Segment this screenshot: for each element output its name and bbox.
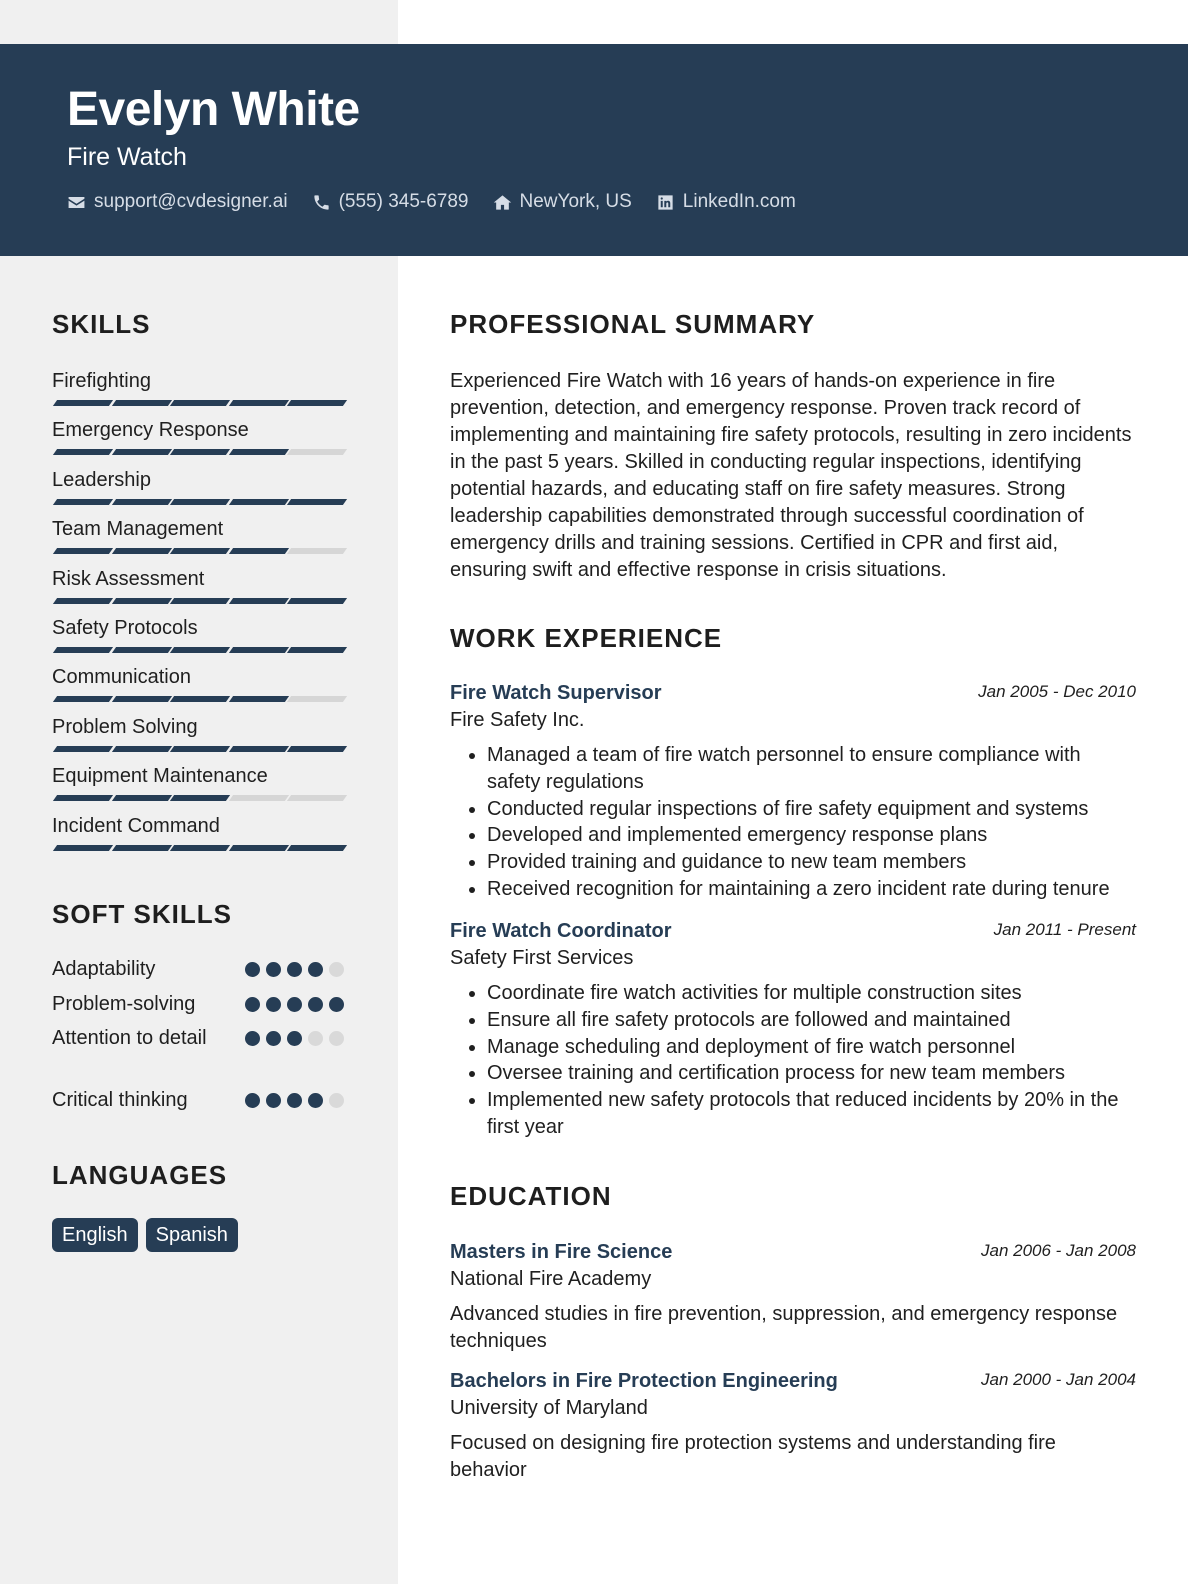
skill-level-segment: [287, 499, 347, 505]
skill-level-segment: [170, 499, 230, 505]
skill-level-segment: [111, 548, 171, 554]
languages-heading: LANGUAGES: [52, 1160, 228, 1190]
skill-level-bar: [52, 598, 344, 605]
skill-level-segment: [53, 647, 113, 653]
skill-level-segment: [170, 845, 230, 851]
skill-name: Incident Command: [52, 814, 220, 837]
skill-name: Communication: [52, 666, 191, 689]
skill-item: [52, 516, 352, 565]
job-bullet: • Conducted regular inspections of fire safety equipment and systems: [487, 796, 1136, 823]
email-text: support@cvdesigner.ai: [94, 191, 288, 212]
rating-dot: [245, 1093, 260, 1108]
skill-item: [52, 417, 352, 466]
rating-dot: [266, 1093, 281, 1108]
skill-name: Emergency Response: [52, 419, 249, 442]
job-company: Safety First Services: [450, 947, 634, 969]
education-description: Advanced studies in fire prevention, suppression, and emergency response techniques: [450, 1303, 1118, 1352]
summary-text: Experienced Fire Watch with 16 years of hands-on experience in fire prevention, detection, and emergency response. Proven track record of implementing and maintaining fire safety protocols, resulting in zero incidents in the past 5 years. Skilled in conducting regular inspections, identifying potential hazards, and educating staff on fire safety measures. Strong leadership capabilities demonstrated through successful coordination of emergency drills and training sessions. Certified in CPR and first aid, ensuring swift and effective response in crisis situations.: [450, 370, 1132, 581]
skill-item: [52, 566, 352, 615]
rating-dot: [266, 1031, 281, 1046]
skill-item: [52, 664, 352, 713]
education-entry: [450, 1239, 1136, 1355]
skill-level-segment: [111, 647, 171, 653]
skill-level-segment: [228, 795, 288, 801]
skill-name: Leadership: [52, 468, 151, 491]
phone-text: (555) 345-6789: [338, 191, 469, 212]
skill-level-segment: [111, 449, 171, 455]
job-bullets: [450, 980, 1136, 1141]
skill-level-segment: [170, 746, 230, 752]
job-role: Fire Watch Coordinator: [450, 920, 672, 942]
soft-skill-rating: [245, 962, 350, 977]
job-dates: Jan 2011 - Present: [993, 920, 1136, 939]
skill-level-segment: [170, 598, 230, 604]
skill-level-segment: [53, 548, 113, 554]
skill-level-segment: [170, 696, 230, 702]
rating-dot: [308, 962, 323, 977]
education-heading: EDUCATION: [450, 1181, 612, 1211]
skill-item: [52, 763, 352, 812]
rating-dot: [245, 1031, 260, 1046]
job-bullet: • Managed a team of fire watch personnel to ensure compliance with safety regulations: [487, 742, 1136, 796]
skill-level-segment: [287, 598, 347, 604]
contact-bar: [67, 191, 820, 213]
skill-level-segment: [287, 449, 347, 455]
skill-level-bar: [52, 647, 344, 654]
job-bullet: • Manage scheduling and deployment of fire watch personnel: [487, 1034, 1136, 1061]
education-dates: Jan 2006 - Jan 2008: [980, 1241, 1136, 1260]
skill-level-segment: [228, 696, 288, 702]
job-bullet: • Developed and implemented emergency response plans: [487, 822, 1136, 849]
skill-level-segment: [228, 845, 288, 851]
skill-level-segment: [53, 696, 113, 702]
skill-level-segment: [170, 449, 230, 455]
skill-level-segment: [287, 845, 347, 851]
rating-dot: [245, 962, 260, 977]
rating-dot: [287, 997, 302, 1012]
skill-level-segment: [228, 598, 288, 604]
skill-level-segment: [111, 499, 171, 505]
rating-dot: [266, 962, 281, 977]
skill-name: Equipment Maintenance: [52, 765, 268, 788]
soft-skill-name: Adaptability: [52, 958, 156, 980]
job-title: Fire Watch: [67, 143, 187, 171]
rating-dot: [329, 1031, 344, 1046]
experience-heading: WORK EXPERIENCE: [450, 623, 723, 653]
job-bullet: • Oversee training and certification process for new team members: [487, 1060, 1136, 1087]
skill-level-segment: [287, 696, 347, 702]
skill-level-bar: [52, 746, 344, 753]
rating-dot: [287, 1031, 302, 1046]
degree: Bachelors in Fire Protection Engineering: [450, 1370, 838, 1392]
soft-skills-heading: SOFT SKILLS: [52, 899, 232, 929]
phone-icon: [312, 193, 331, 212]
job-bullet: • Implemented new safety protocols that reduced incidents by 20% in the first year: [487, 1087, 1136, 1141]
school: University of Maryland: [450, 1397, 648, 1419]
skill-level-segment: [111, 696, 171, 702]
skill-level-segment: [53, 746, 113, 752]
soft-skill-name: Problem-solving: [52, 993, 196, 1015]
skill-level-segment: [228, 548, 288, 554]
job-company: Fire Safety Inc.: [450, 709, 585, 731]
skill-name: Firefighting: [52, 370, 151, 392]
soft-skill-rating: [245, 1031, 350, 1046]
linkedin-icon: [656, 193, 675, 212]
skill-item: [52, 615, 352, 664]
skill-level-segment: [111, 845, 171, 851]
skill-level-bar: [52, 845, 344, 852]
rating-dot: [245, 997, 260, 1012]
summary-heading: PROFESSIONAL SUMMARY: [450, 309, 816, 339]
job-role: Fire Watch Supervisor: [450, 682, 662, 704]
education-description: Focused on designing fire protection systems and understanding fire behavior: [450, 1432, 1056, 1481]
education-entry: [450, 1368, 1136, 1484]
skill-level-segment: [53, 845, 113, 851]
soft-skill-rating: [245, 1093, 350, 1108]
skill-level-bar: [52, 499, 344, 506]
job-entry: [450, 918, 1136, 1141]
contact-phone[interactable]: [312, 191, 469, 213]
contact-email[interactable]: [67, 191, 288, 213]
skill-level-segment: [228, 499, 288, 505]
skill-item: [52, 467, 352, 516]
skill-level-bar: [52, 696, 344, 703]
skill-level-segment: [228, 400, 288, 406]
job-bullets: [450, 742, 1136, 903]
rating-dot: [308, 1031, 323, 1046]
soft-skill-name: Critical thinking: [52, 1089, 188, 1111]
school: National Fire Academy: [450, 1268, 652, 1290]
skill-name: Team Management: [52, 518, 224, 541]
rating-dot: [287, 1093, 302, 1108]
skill-level-segment: [170, 795, 230, 801]
skill-level-segment: [287, 548, 347, 554]
degree: Masters in Fire Science: [450, 1241, 673, 1263]
skill-level-segment: [228, 746, 288, 752]
envelope-icon: [67, 193, 86, 212]
location-text: NewYork, US: [519, 191, 632, 212]
skill-item: [52, 368, 352, 417]
job-dates: Jan 2005 - Dec 2010: [978, 682, 1136, 701]
education-dates: Jan 2000 - Jan 2004: [980, 1370, 1136, 1389]
skill-level-segment: [53, 400, 113, 406]
skill-level-segment: [111, 400, 171, 406]
skill-level-segment: [170, 647, 230, 653]
resume-header: [0, 44, 1188, 256]
skill-level-segment: [170, 400, 230, 406]
skill-level-segment: [287, 647, 347, 653]
skill-level-segment: [228, 647, 288, 653]
soft-skill-name: Attention to detail: [52, 1027, 207, 1049]
job-bullet: • Coordinate fire watch activities for multiple construction sites: [487, 980, 1136, 1007]
skill-level-segment: [111, 795, 171, 801]
skill-level-bar: [52, 795, 344, 802]
skill-level-segment: [170, 548, 230, 554]
skill-level-segment: [53, 449, 113, 455]
language-badge: English: [52, 1218, 138, 1252]
contact-location: [493, 191, 632, 213]
rating-dot: [329, 1093, 344, 1108]
skill-name: Risk Assessment: [52, 567, 205, 590]
linkedin-text: LinkedIn.com: [682, 191, 796, 212]
skills-list: [52, 368, 352, 862]
skill-level-segment: [53, 499, 113, 505]
rating-dot: [287, 962, 302, 977]
skill-name: Problem Solving: [52, 715, 198, 738]
skill-name: Safety Protocols: [52, 616, 198, 639]
skill-level-segment: [287, 795, 347, 801]
skill-level-bar: [52, 548, 344, 555]
skill-level-segment: [287, 746, 347, 752]
job-bullet: • Received recognition for maintaining a zero incident rate during tenure: [487, 876, 1136, 903]
candidate-name: Evelyn White: [67, 83, 360, 136]
skill-item: [52, 813, 352, 862]
contact-linkedin[interactable]: [656, 191, 796, 213]
rating-dot: [329, 997, 344, 1012]
job-entry: [450, 680, 1136, 903]
skill-level-bar: [52, 449, 344, 456]
rating-dot: [308, 1093, 323, 1108]
soft-skill-rating: [245, 997, 350, 1012]
skill-level-segment: [111, 598, 171, 604]
skill-level-bar: [52, 400, 344, 407]
skill-level-segment: [228, 449, 288, 455]
rating-dot: [266, 997, 281, 1012]
languages-list: [52, 1218, 246, 1252]
home-icon: [493, 193, 512, 212]
rating-dot: [308, 997, 323, 1012]
skill-level-segment: [53, 795, 113, 801]
job-bullet: • Provided training and guidance to new team members: [487, 849, 1136, 876]
skill-level-segment: [111, 746, 171, 752]
job-bullet: • Ensure all fire safety protocols are followed and maintained: [487, 1007, 1136, 1034]
skill-level-segment: [287, 400, 347, 406]
skill-level-segment: [53, 598, 113, 604]
language-badge: Spanish: [146, 1218, 238, 1252]
skill-item: [52, 714, 352, 763]
skills-heading: SKILLS: [52, 309, 151, 339]
rating-dot: [329, 962, 344, 977]
